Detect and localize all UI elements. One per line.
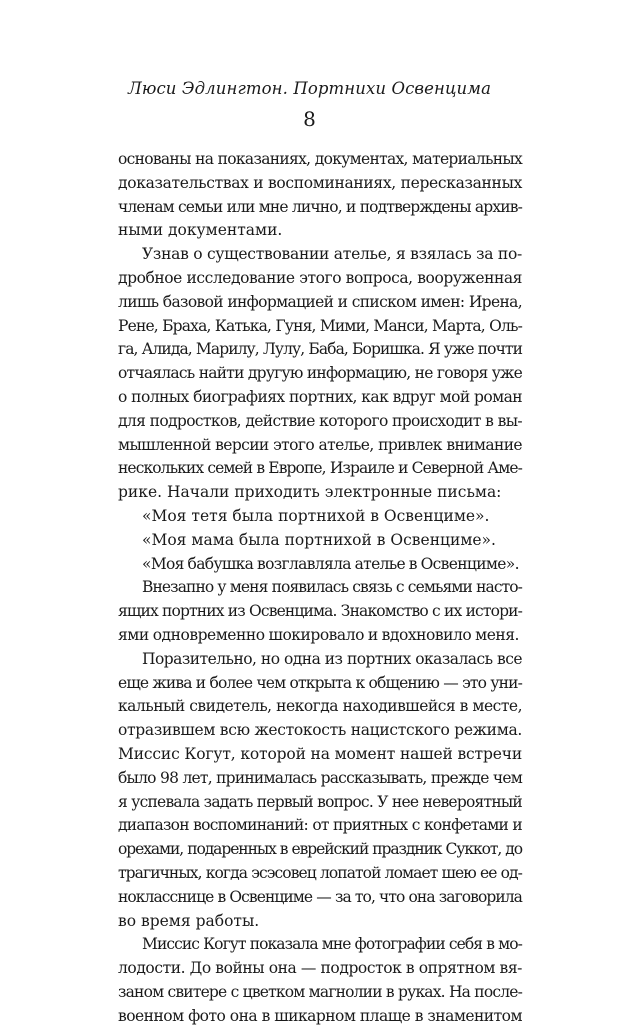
text-line: еще жива и более чем открыта к общению — это уни- <box>118 673 522 692</box>
text-line: отчаялась найти другую информацию, не говоря уже <box>118 364 522 383</box>
running-title: Люси Эдлингтон. Портнихи Освенцима <box>127 79 492 98</box>
text-line: Внезапно у меня появилась связь с семьями насто- <box>142 578 522 597</box>
text-line: отразившем всю жестокость нацистского режима. <box>118 721 522 740</box>
text-line: кальный свидетель, некогда находившейся в месте, <box>118 697 522 716</box>
text-line: га, Алида, Марилу, Лулу, Баба, Боришка. Я уже почти <box>118 340 522 359</box>
text-line: нескольких семей в Европе, Израиле и Северной Аме- <box>118 459 522 478</box>
text-line: ными документами. <box>118 221 283 240</box>
text-line: во время работы. <box>118 911 260 930</box>
text-line: мышленной версии этого ателье, привлек внимание <box>118 435 522 454</box>
text-line: заном свитере с цветком магнолии в руках. На после- <box>118 982 522 1001</box>
text-line: я успевала задать первый вопрос. У нее невероятный <box>118 792 522 811</box>
text-line: ями одновременно шокировало и вдохновило меня. <box>118 625 520 644</box>
text-line: «Моя тетя была портнихой в Освенциме». <box>142 506 490 525</box>
text-line: рике. Начали приходить электронные письма: <box>118 483 502 502</box>
text-line: Рене, Браха, Катька, Гуня, Мими, Манси, Марта, Оль- <box>118 316 522 335</box>
text-line: орехами, подаренных в еврейский праздник Суккот, до <box>118 840 522 859</box>
text-line: членам семьи или мне лично, и подтверждены архив- <box>118 197 522 216</box>
text-line: ящих портних из Освенцима. Знакомство с их истори- <box>118 602 522 621</box>
text-line: Миссис Когут, которой на момент нашей встречи <box>118 744 522 763</box>
text-line: военном фото она в шикарном плаще в знаменитом <box>118 1006 522 1025</box>
text-line: Поразительно, но одна из портних оказалась все <box>142 649 522 668</box>
text-line: «Моя бабушка возглавляла ателье в Освенциме». <box>142 554 519 573</box>
text-line: Миссис Когут показала мне фотографии себя в мо- <box>142 935 522 954</box>
text-line: Узнав о существовании ателье, я взялась за по- <box>142 245 522 264</box>
text-line: диапазон воспоминаний: от приятных с конфетами и <box>118 816 522 835</box>
text-line: лишь базовой информацией и списком имен: Ирена, <box>118 292 522 311</box>
text-line: дробное исследование этого вопроса, вооруженная <box>118 268 522 287</box>
text-line: для подростков, действие которого происходит в вы- <box>118 411 522 430</box>
body-text <box>118 148 522 1028</box>
text-line: о полных биографиях портних, как вдруг мой роман <box>118 387 522 406</box>
text-line: трагичных, когда эсэсовец лопатой ломает шею ее од- <box>118 863 522 882</box>
text-line: «Моя мама была портнихой в Освенциме». <box>142 530 496 549</box>
text-line: доказательствах и воспоминаниях, пересказанных <box>118 173 522 192</box>
text-line: основаны на показаниях, документах, материальных <box>118 150 522 168</box>
text-line: было 98 лет, принималась рассказывать, прежде чем <box>118 768 522 787</box>
text-line: лодости. До войны она — подросток в опрятном вя- <box>118 959 522 978</box>
page-number: 8 <box>303 107 316 131</box>
text-line: ноклассницe в Освенциме — за то, что она заговорила <box>118 887 522 906</box>
